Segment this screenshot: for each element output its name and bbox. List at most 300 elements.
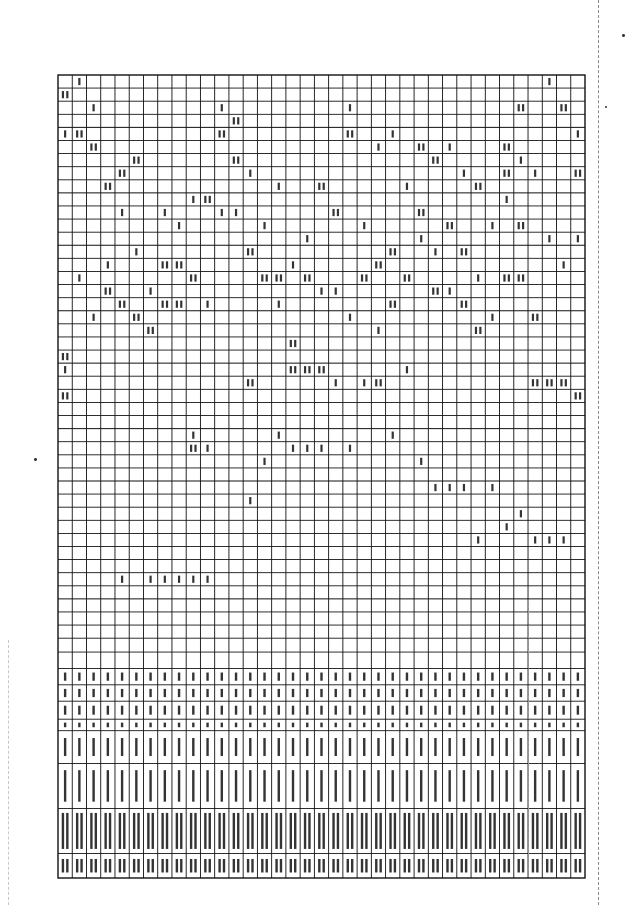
cell-text-stroke [121, 673, 123, 681]
cell-text-stroke [235, 706, 237, 715]
cell-mark [518, 274, 520, 281]
cell-text-stroke [164, 689, 166, 697]
cell-text-stroke [477, 723, 479, 728]
cell-text-stroke [379, 859, 381, 873]
cell-mark [518, 222, 520, 229]
cell-text-stroke [192, 689, 194, 697]
cell-text-stroke [180, 813, 182, 849]
cell-text-stroke [534, 738, 536, 756]
cell-text-stroke [78, 770, 80, 802]
cell-mark [563, 536, 565, 543]
cell-mark [347, 130, 349, 137]
cell-text-stroke [546, 859, 548, 873]
cell-mark [78, 274, 80, 281]
cell-text-stroke [323, 859, 325, 873]
binding-line [8, 640, 9, 905]
cell-mark [518, 104, 520, 111]
cell-text-stroke [363, 723, 365, 728]
cell-text-stroke [365, 859, 367, 873]
cell-text-stroke [335, 706, 337, 715]
cell-text-stroke [318, 859, 320, 873]
cell-text-stroke [221, 770, 223, 802]
cell-text-stroke [304, 859, 306, 873]
cell-mark [304, 274, 306, 281]
cell-mark [437, 157, 439, 164]
cell-text-stroke [335, 770, 337, 802]
cell-text-stroke [422, 813, 424, 849]
cell-mark [461, 248, 463, 255]
cell-mark [166, 301, 168, 308]
cell-mark [119, 301, 121, 308]
cell-text-stroke [505, 689, 507, 697]
cell-text-stroke [477, 706, 479, 715]
cell-text-stroke [392, 689, 394, 697]
cell-text-stroke [579, 859, 581, 873]
cell-mark [418, 209, 420, 216]
cell-text-stroke [420, 673, 422, 681]
cell-text-stroke [491, 738, 493, 756]
cell-text-stroke [320, 689, 322, 697]
cell-mark [178, 222, 180, 229]
cell-mark [548, 536, 550, 543]
cell-text-stroke [577, 689, 579, 697]
cell-mark [137, 157, 139, 164]
cell-mark [266, 274, 268, 281]
cell-mark [90, 143, 92, 150]
cell-mark [290, 340, 292, 347]
cell-mark [437, 287, 439, 294]
cell-text-stroke [520, 770, 522, 802]
cell-text-stroke [323, 813, 325, 849]
cell-text-stroke [149, 770, 151, 802]
cell-mark [349, 445, 351, 452]
cell-text-stroke [534, 706, 536, 715]
cell-text-stroke [349, 689, 351, 697]
cell-text-stroke [377, 738, 379, 756]
cell-text-stroke [392, 706, 394, 715]
cell-text-stroke [164, 770, 166, 802]
cell-text-stroke [548, 673, 550, 681]
cell-text-stroke [152, 859, 154, 873]
cell-text-stroke [109, 859, 111, 873]
cell-mark [318, 183, 320, 190]
cell-text-stroke [577, 738, 579, 756]
cell-text-stroke [135, 673, 137, 681]
cell-mark [192, 576, 194, 583]
cell-text-stroke [463, 706, 465, 715]
cell-text-stroke [320, 723, 322, 728]
cell-text-stroke [420, 770, 422, 802]
cell-text-stroke [192, 673, 194, 681]
cell-text-stroke [363, 770, 365, 802]
cell-text-stroke [550, 859, 552, 873]
cell-text-stroke [392, 738, 394, 756]
cell-text-stroke [491, 673, 493, 681]
cell-text-stroke [475, 813, 477, 849]
cell-text-stroke [107, 770, 109, 802]
cell-mark [206, 301, 208, 308]
cell-mark [432, 287, 434, 294]
cell-mark [152, 327, 154, 334]
cell-text-stroke [249, 689, 251, 697]
scan-speck [34, 458, 37, 461]
cell-text-stroke [562, 738, 564, 756]
cell-text-stroke [78, 706, 80, 715]
cell-text-stroke [503, 813, 505, 849]
cell-text-stroke [520, 738, 522, 756]
cell-text-stroke [508, 859, 510, 873]
cell-text-stroke [377, 706, 379, 715]
cell-mark [408, 274, 410, 281]
cell-text-stroke [562, 770, 564, 802]
cell-text-stroke [351, 813, 353, 849]
cell-mark [247, 379, 249, 386]
cell-mark [294, 340, 296, 347]
cell-text-stroke [147, 813, 149, 849]
cell-text-stroke [294, 813, 296, 849]
cell-mark [380, 379, 382, 386]
cell-text-stroke [251, 859, 253, 873]
cell-text-stroke [62, 859, 64, 873]
cell-mark [536, 314, 538, 321]
cell-mark [565, 104, 567, 111]
cell-mark [491, 484, 493, 491]
cell-mark [62, 392, 64, 399]
cell-mark [107, 261, 109, 268]
cell-mark [162, 261, 164, 268]
cell-mark [261, 274, 263, 281]
cell-mark [292, 445, 294, 452]
cell-text-stroke [406, 770, 408, 802]
cell-text-stroke [192, 770, 194, 802]
cell-mark [251, 379, 253, 386]
cell-text-stroke [363, 706, 365, 715]
cell-mark [432, 157, 434, 164]
cell-text-stroke [520, 723, 522, 728]
cell-text-stroke [448, 723, 450, 728]
cell-mark [546, 379, 548, 386]
cell-text-stroke [505, 738, 507, 756]
cell-text-stroke [109, 813, 111, 849]
cell-mark [62, 353, 64, 360]
cell-text-stroke [206, 706, 208, 715]
cell-text-stroke [332, 859, 334, 873]
cell-text-stroke [489, 859, 491, 873]
fold-line [528, 600, 529, 870]
cell-text-stroke [577, 723, 579, 728]
cell-text-stroke [209, 859, 211, 873]
cell-text-stroke [95, 859, 97, 873]
cell-text-stroke [223, 813, 225, 849]
cell-text-stroke [263, 706, 265, 715]
cell-mark [306, 445, 308, 452]
cell-text-stroke [337, 813, 339, 849]
cell-text-stroke [434, 706, 436, 715]
cell-mark [532, 314, 534, 321]
cell-mark [361, 274, 363, 281]
cell-text-stroke [562, 723, 564, 728]
cell-text-stroke [351, 859, 353, 873]
cell-text-stroke [363, 738, 365, 756]
cell-text-stroke [375, 813, 377, 849]
cell-text-stroke [332, 813, 334, 849]
cell-text-stroke [107, 723, 109, 728]
cell-mark [251, 248, 253, 255]
cell-mark [534, 536, 536, 543]
cell-text-stroke [420, 723, 422, 728]
cell-text-stroke [64, 706, 66, 715]
cell-mark [394, 248, 396, 255]
cell-mark [206, 445, 208, 452]
cell-text-stroke [463, 723, 465, 728]
cell-text-stroke [408, 859, 410, 873]
cell-mark [135, 248, 137, 255]
cell-mark [105, 287, 107, 294]
cell-text-stroke [166, 813, 168, 849]
cell-text-stroke [166, 859, 168, 873]
cell-mark [463, 484, 465, 491]
cell-text-stroke [406, 706, 408, 715]
cell-mark [235, 209, 237, 216]
cell-mark [406, 366, 408, 373]
cell-text-stroke [308, 859, 310, 873]
cell-mark [180, 261, 182, 268]
cell-mark [206, 576, 208, 583]
cell-mark [194, 445, 196, 452]
cell-text-stroke [377, 723, 379, 728]
cell-mark [461, 301, 463, 308]
cell-mark [147, 327, 149, 334]
cell-mark [548, 78, 550, 85]
cell-text-stroke [577, 673, 579, 681]
cell-mark [180, 301, 182, 308]
cell-mark [249, 170, 251, 177]
cell-text-stroke [92, 673, 94, 681]
cell-text-stroke [477, 689, 479, 697]
cell-text-stroke [436, 813, 438, 849]
cell-text-stroke [275, 813, 277, 849]
cell-mark [451, 222, 453, 229]
cell-text-stroke [432, 859, 434, 873]
cell-mark [209, 196, 211, 203]
cell-text-stroke [446, 859, 448, 873]
cell-text-stroke [261, 813, 263, 849]
cell-text-stroke [389, 859, 391, 873]
cell-mark [449, 143, 451, 150]
cell-text-stroke [64, 723, 66, 728]
cell-text-stroke [292, 723, 294, 728]
cell-text-stroke [218, 813, 220, 849]
cell-mark [164, 209, 166, 216]
cell-text-stroke [408, 813, 410, 849]
cell-mark [465, 301, 467, 308]
cell-text-stroke [178, 689, 180, 697]
cell-text-stroke [434, 673, 436, 681]
cell-text-stroke [176, 813, 178, 849]
cell-text-stroke [235, 689, 237, 697]
cell-text-stroke [178, 673, 180, 681]
cell-text-stroke [292, 689, 294, 697]
cell-text-stroke [218, 859, 220, 873]
cell-text-stroke [434, 689, 436, 697]
cell-mark [506, 523, 508, 530]
cell-text-stroke [149, 673, 151, 681]
cell-mark [522, 104, 524, 111]
cell-mark [66, 91, 68, 98]
cell-text-stroke [536, 859, 538, 873]
cell-mark [190, 445, 192, 452]
cell-mark [365, 274, 367, 281]
cell-text-stroke [62, 813, 64, 849]
cell-mark [575, 170, 577, 177]
cell-text-stroke [574, 813, 576, 849]
cell-mark [123, 170, 125, 177]
cell-text-stroke [275, 859, 277, 873]
cell-mark [275, 274, 277, 281]
cell-text-stroke [147, 859, 149, 873]
cell-text-stroke [278, 673, 280, 681]
cell-mark [192, 196, 194, 203]
cell-text-stroke [278, 706, 280, 715]
cell-mark [249, 497, 251, 504]
cell-text-stroke [548, 738, 550, 756]
cell-text-stroke [290, 813, 292, 849]
cell-text-stroke [335, 738, 337, 756]
cell-text-stroke [394, 859, 396, 873]
cell-text-stroke [522, 813, 524, 849]
cell-mark [306, 235, 308, 242]
cell-text-stroke [152, 813, 154, 849]
cell-text-stroke [434, 770, 436, 802]
cell-mark [389, 301, 391, 308]
cell-text-stroke [135, 770, 137, 802]
cell-text-stroke [292, 673, 294, 681]
cell-text-stroke [135, 723, 137, 728]
cell-text-stroke [280, 859, 282, 873]
cell-text-stroke [204, 859, 206, 873]
cell-text-stroke [206, 738, 208, 756]
cell-mark [532, 379, 534, 386]
cell-mark [548, 235, 550, 242]
cell-text-stroke [133, 813, 135, 849]
cell-mark [463, 170, 465, 177]
cell-text-stroke [78, 723, 80, 728]
cell-text-stroke [66, 813, 68, 849]
cell-text-stroke [192, 738, 194, 756]
cell-mark [477, 536, 479, 543]
cell-mark [508, 143, 510, 150]
cell-text-stroke [64, 738, 66, 756]
cell-mark [221, 104, 223, 111]
cell-text-stroke [432, 813, 434, 849]
cell-mark [420, 235, 422, 242]
cell-mark [80, 130, 82, 137]
cell-text-stroke [461, 813, 463, 849]
cell-mark [121, 576, 123, 583]
cell-text-stroke [92, 770, 94, 802]
cell-text-stroke [562, 706, 564, 715]
cell-text-stroke [349, 673, 351, 681]
cell-mark [123, 301, 125, 308]
cell-mark [534, 170, 536, 177]
cell-text-stroke [206, 723, 208, 728]
cell-text-stroke [206, 770, 208, 802]
cell-text-stroke [104, 859, 106, 873]
cell-text-stroke [363, 673, 365, 681]
cell-text-stroke [221, 673, 223, 681]
cell-text-stroke [508, 813, 510, 849]
cell-text-stroke [92, 689, 94, 697]
cell-text-stroke [491, 689, 493, 697]
cell-text-stroke [548, 706, 550, 715]
cell-text-stroke [347, 813, 349, 849]
cell-text-stroke [534, 723, 536, 728]
cell-mark [392, 130, 394, 137]
cell-text-stroke [451, 813, 453, 849]
cell-text-stroke [64, 689, 66, 697]
cell-text-stroke [294, 859, 296, 873]
cell-text-stroke [320, 770, 322, 802]
cell-text-stroke [104, 813, 106, 849]
cell-mark [290, 366, 292, 373]
cell-text-stroke [149, 738, 151, 756]
cell-mark [349, 104, 351, 111]
cell-text-stroke [479, 813, 481, 849]
cell-text-stroke [465, 859, 467, 873]
cell-mark [479, 183, 481, 190]
cell-text-stroke [66, 859, 68, 873]
cell-mark [349, 314, 351, 321]
cell-text-stroke [235, 738, 237, 756]
cell-mark [218, 130, 220, 137]
cell-mark [389, 248, 391, 255]
cell-text-stroke [180, 859, 182, 873]
cell-text-stroke [192, 723, 194, 728]
cell-text-stroke [534, 689, 536, 697]
cell-mark [335, 379, 337, 386]
cell-text-stroke [465, 813, 467, 849]
cell-text-stroke [448, 770, 450, 802]
cell-text-stroke [178, 723, 180, 728]
cell-text-stroke [406, 689, 408, 697]
cell-mark [294, 366, 296, 373]
cell-text-stroke [406, 673, 408, 681]
cell-text-stroke [78, 689, 80, 697]
cell-text-stroke [164, 673, 166, 681]
cell-text-stroke [76, 859, 78, 873]
cell-mark [377, 143, 379, 150]
cell-text-stroke [206, 673, 208, 681]
cell-text-stroke [164, 706, 166, 715]
cell-text-stroke [532, 813, 534, 849]
cell-text-stroke [204, 813, 206, 849]
cell-text-stroke [434, 738, 436, 756]
cell-text-stroke [121, 738, 123, 756]
cell-text-stroke [406, 723, 408, 728]
cell-text-stroke [520, 673, 522, 681]
cell-text-stroke [404, 859, 406, 873]
cell-text-stroke [78, 738, 80, 756]
cell-text-stroke [477, 770, 479, 802]
cell-text-stroke [247, 813, 249, 849]
cell-text-stroke [137, 813, 139, 849]
cell-text-stroke [149, 689, 151, 697]
cell-text-stroke [149, 706, 151, 715]
cell-mark [149, 576, 151, 583]
cell-mark [247, 248, 249, 255]
cell-text-stroke [290, 859, 292, 873]
cell-text-stroke [233, 859, 235, 873]
